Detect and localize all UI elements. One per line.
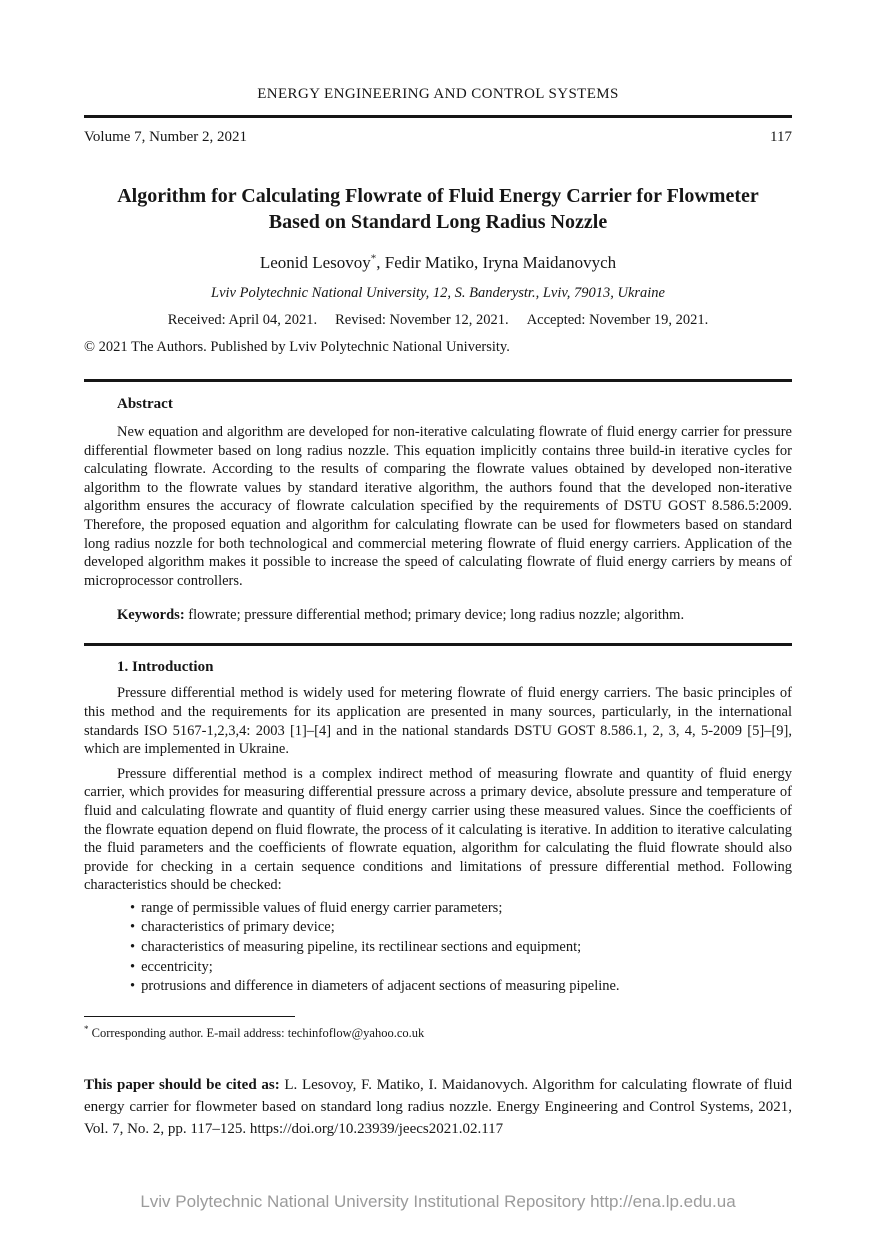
footnote-rule bbox=[84, 1016, 295, 1018]
dates-line bbox=[84, 312, 792, 329]
corresponding-author-footnote bbox=[84, 1026, 792, 1041]
keywords-label: Keywords: bbox=[117, 607, 185, 624]
introduction-paragraph-1: Pressure differential method is widely used for metering flowrate of fluid energy carriers. The basic principles of this method and the requirements for its application are presented in many sources, particularly, in the international standards ISO 5167-1,2,3,4: 2003 [1]–[4] and in the national standards DSTU GOST 8.586.1, 2, 3, 4, 5-2009 [5]–[9], which are implemented in Ukraine. bbox=[84, 685, 792, 758]
footnote-asterisk: * bbox=[84, 1024, 89, 1035]
list-item: • eccentricity; bbox=[130, 958, 792, 978]
copyright-line: © 2021 The Authors. Published by Lviv Polytechnic National University. bbox=[84, 339, 510, 355]
corresponding-author-asterisk: * bbox=[370, 252, 377, 265]
article-title-line-2: Based on Standard Long Radius Nozzle bbox=[268, 211, 608, 233]
authors-line bbox=[84, 253, 792, 273]
keywords-text: flowrate; pressure differential method; primary device; long radius nozzle; algorithm. bbox=[184, 607, 685, 624]
keywords-line bbox=[84, 607, 792, 624]
volume-row bbox=[84, 128, 792, 146]
list-item: • range of permissible values of fluid energy carrier parameters; bbox=[130, 899, 792, 919]
abstract-top-rule bbox=[84, 379, 792, 382]
introduction-paragraph-2: Pressure differential method is a complex indirect method of measuring flowrate and quantity of fluid energy carrier, which provides for measuring differential pressure across a primary device, absolute pressure and temperature of fluid and calculating flowrate and quantity of fluid energy carrier using these measured values. Since the coefficients of the flowrate equation depend on fluid flowrate, the process of it calculating is iterative. In addition to iterative calculating the fluid parameters and the coefficients of flowrate equation, algorithm for calculating the fluid flowrate should also provide for checking in a certain sequence conditions and limitations of pressure differential method. Following characteristics should be checked: bbox=[84, 765, 792, 894]
list-item: • characteristics of measuring pipeline, its rectilinear sections and equipment; bbox=[130, 938, 792, 958]
authors-rest: , Fedir Matiko, Iryna Maidanovych bbox=[376, 253, 617, 272]
repository-watermark: Lviv Polytechnic National University Institutional Repository http://ena.lp.edu.ua bbox=[140, 1192, 736, 1212]
list-item: • characteristics of primary device; bbox=[130, 918, 792, 938]
article-title bbox=[84, 183, 792, 235]
introduction-heading: 1. Introduction bbox=[117, 659, 214, 676]
author-first: Leonid Lesovoy bbox=[259, 253, 371, 272]
revised-date: Revised: November 12, 2021. bbox=[335, 312, 509, 328]
abstract-text: New equation and algorithm are developed for non-iterative calculating flowrate of fluid energy carrier for pressure differential flowmeter based on long radius nozzle. This equation implicitly contains three build-in iterative cycles for calculating flowrate. According to the results of comparing the flowrate values obtained by developed non-iterative algorithm to the flowrate values by standard iterative algorithm, the authors found that the developed non-iterative algorithm ensures the accuracy of flowrate calculation specified by the requirements of DSTU GOST 8.586.5:2009. Therefore, the proposed equation and algorithm for calculating flowrate can be used for flowmeters based on standard long radius nozzle for both technological and commercial metering flowrate of fluid energy carriers. Application of the developed algorithm makes it possible to increase the speed of calculating flowrate of fluid energy carriers by means of microprocessor controllers. bbox=[84, 424, 792, 589]
list-item: • protrusions and difference in diameters of adjacent sections of measuring pipeline. bbox=[130, 977, 792, 997]
article-title-line-1: Algorithm for Calculating Flowrate of Fluid Energy Carrier for Flowmeter bbox=[117, 185, 759, 207]
citation-block bbox=[84, 1074, 792, 1140]
checked-characteristics-list bbox=[130, 899, 792, 997]
header-rule bbox=[84, 115, 792, 118]
abstract-heading: Abstract bbox=[117, 396, 173, 412]
volume-line: Volume 7, Number 2, 2021 bbox=[84, 129, 248, 145]
accepted-date: Accepted: November 19, 2021. bbox=[526, 312, 709, 328]
introduction-top-rule bbox=[84, 643, 792, 646]
affiliation: Lviv Polytechnic National University, 12, S. Banderystr., Lviv, 79013, Ukraine bbox=[211, 285, 665, 301]
received-date: Received: April 04, 2021. bbox=[167, 312, 318, 328]
citation-label: This paper should be cited as: bbox=[84, 1077, 280, 1094]
footnote-text: Corresponding author. E-mail address: techinfoflow@yahoo.co.uk bbox=[88, 1026, 425, 1041]
citation-text: L. Lesovoy, F. Matiko, I. Maidanovych. Algorithm for calculating flowrate of fluid energy carrier for flowmeter based on standard long radius nozzle. Energy Engineering and Control Systems, 2021, Vol. 7, No. 2, pp. 117–125. https://doi.org/10.23939/jeecs2021.02.117 bbox=[84, 1077, 792, 1138]
page-number: 117 bbox=[770, 129, 792, 145]
journal-header: ENERGY ENGINEERING AND CONTROL SYSTEMS bbox=[257, 86, 619, 102]
